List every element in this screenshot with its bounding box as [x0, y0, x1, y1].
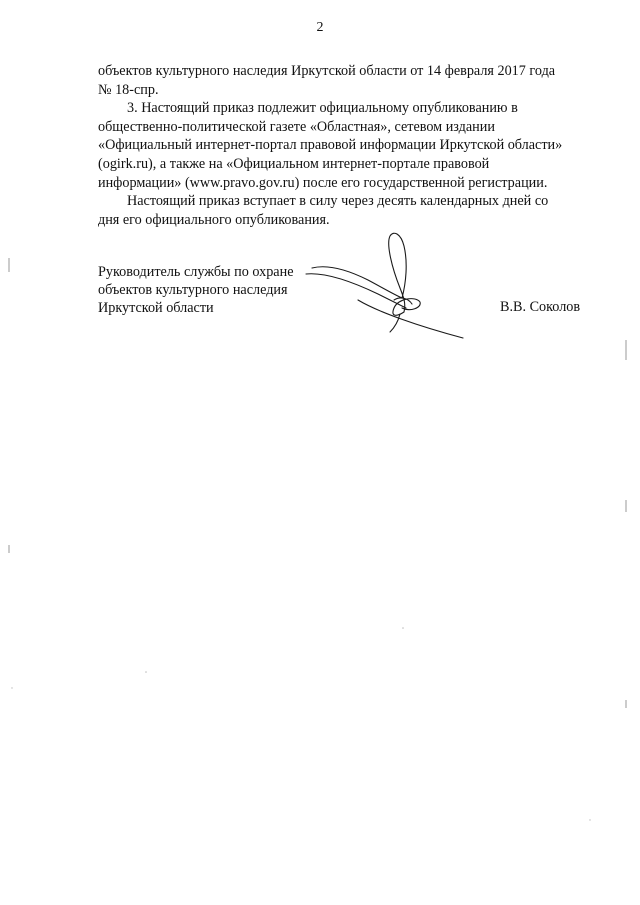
effective-line-1: Настоящий приказ вступает в силу через десять календарных дней со — [127, 193, 549, 210]
point-3-line-4: (ogirk.ru), а также на «Официальном интернет-портале правовой — [98, 155, 490, 172]
point-3-line-3: «Официальный интернет-портал правовой информации Иркутской области» — [98, 137, 563, 154]
handwritten-signature — [298, 228, 468, 346]
position-line-1: Руководитель службы по охране — [98, 264, 294, 280]
page-number: 2 — [316, 20, 324, 35]
point-3-line-5: информации» (www.pravo.gov.ru) после его государственной регистрации. — [98, 174, 548, 191]
signer-name: В.В. Соколов — [500, 299, 581, 315]
position-line-2: объектов культурного наследия — [98, 282, 288, 298]
document-body — [98, 62, 601, 229]
position-line-3: Иркутской области — [98, 300, 214, 316]
continuation-line-1: объектов культурного наследия Иркутской области от 14 февраля 2017 года — [98, 63, 556, 79]
continuation-line-2: № 18-спр. — [98, 81, 159, 98]
effective-line-2: дня его официального опубликования. — [98, 211, 330, 228]
signatory-position — [98, 263, 294, 317]
point-3-line-1: 3. Настоящий приказ подлежит официальному опубликованию в — [127, 100, 518, 117]
point-3-line-2: общественно-политической газете «Областная», сетевом издании — [98, 118, 495, 135]
